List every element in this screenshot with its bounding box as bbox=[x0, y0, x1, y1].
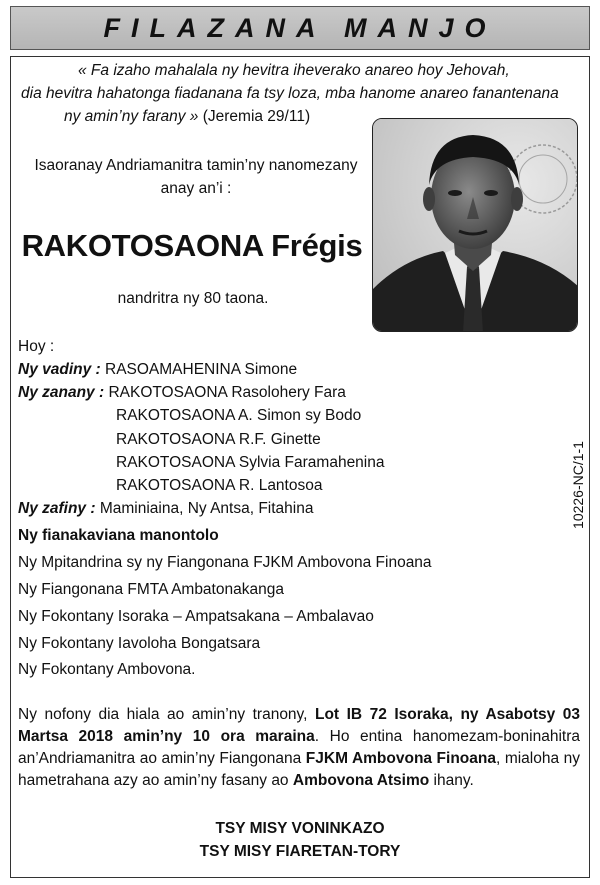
child-name: RAKOTOSAONA Sylvia Faramahenina bbox=[116, 454, 385, 471]
spouse-row bbox=[18, 361, 297, 379]
spouse-name: RASOAMAHENINA Simone bbox=[100, 361, 298, 378]
relatives-item: Ny Fokontany Ambovona. bbox=[18, 661, 196, 678]
grandchildren-names: Maminiaina, Ny Antsa, Fitahina bbox=[95, 500, 314, 517]
footer-line-1: TSY MISY VONINKAZO bbox=[215, 820, 385, 837]
relatives-heading: Ny fianakaviana manontolo bbox=[18, 527, 219, 544]
grandchildren-row bbox=[18, 500, 313, 518]
burial-location-time: Lot IB 72 Isoraka, ny Asabotsy 03 Martsa 2018 amin’ny 10 ora maraina bbox=[18, 706, 580, 745]
child-name: RAKOTOSAONA Rasolohery Fara bbox=[104, 384, 346, 401]
spouse-label: Ny vadiny : bbox=[18, 361, 101, 378]
verse-line-3 bbox=[64, 108, 310, 126]
burial-text: , mialoha ny hametrahana azy ao amin’ny fasany ao bbox=[18, 750, 580, 789]
footer-line-2: TSY MISY FIARETAN-TORY bbox=[199, 843, 401, 860]
portrait-icon bbox=[373, 119, 578, 332]
verse-end: ny amin’ny farany » bbox=[64, 108, 199, 125]
intro-line-2: anay an’i : bbox=[160, 180, 232, 197]
notice-header bbox=[10, 6, 590, 50]
deceased-name: RAKOTOSAONA Frégis bbox=[21, 228, 363, 263]
verse-line-2: dia hevitra hahatonga fiadanana fa tsy loza, mba hanome anareo fanantenana bbox=[21, 85, 559, 102]
verse-line-1: « Fa izaho mahalala ny hevitra iheverako anareo hoy Jehovah, bbox=[78, 62, 510, 79]
relatives-item: Ny Mpitandrina sy ny Fiangonana FJKM Ambovona Finoana bbox=[18, 554, 432, 571]
relatives-item: Ny Fiangonana FMTA Ambatonakanga bbox=[18, 581, 284, 598]
ad-code: 10226-NC/1-1 bbox=[570, 441, 586, 529]
intro-line-1: Isaoranay Andriamanitra tamin’ny nanomezany bbox=[34, 157, 358, 174]
burial-church: FJKM Ambovona Finoana bbox=[305, 750, 496, 767]
burial-tomb: Ambovona Atsimo bbox=[292, 772, 430, 789]
child-name: RAKOTOSAONA A. Simon sy Bodo bbox=[116, 407, 362, 424]
child-name: RAKOTOSAONA R. Lantosoa bbox=[116, 477, 323, 494]
verse-reference: (Jeremia 29/11) bbox=[198, 108, 311, 125]
grandchildren-label: Ny zafiny : bbox=[18, 500, 96, 517]
burial-paragraph bbox=[18, 704, 580, 792]
burial-text: . Ho entina hanomezam-boninahitra an’Andriamanitra ao amin’ny Fiangonana bbox=[18, 728, 580, 767]
burial-text: Ny nofony dia hiala ao amin’ny tranony, bbox=[18, 706, 315, 723]
age-text: nandritra ny 80 taona. bbox=[117, 290, 269, 307]
relatives-item: Ny Fokontany Isoraka – Ampatsakana – Ambalavao bbox=[18, 608, 374, 625]
children-label: Ny zanany : bbox=[18, 384, 105, 401]
children-row bbox=[18, 384, 346, 402]
relatives-item: Ny Fokontany Iavoloha Bongatsara bbox=[18, 635, 261, 652]
portrait-photo bbox=[372, 118, 578, 332]
notice-title: FILAZANA MANJO bbox=[103, 12, 497, 43]
burial-text: ihany. bbox=[429, 772, 474, 789]
child-name: RAKOTOSAONA R.F. Ginette bbox=[116, 431, 321, 448]
hoy-label: Hoy : bbox=[18, 338, 55, 355]
